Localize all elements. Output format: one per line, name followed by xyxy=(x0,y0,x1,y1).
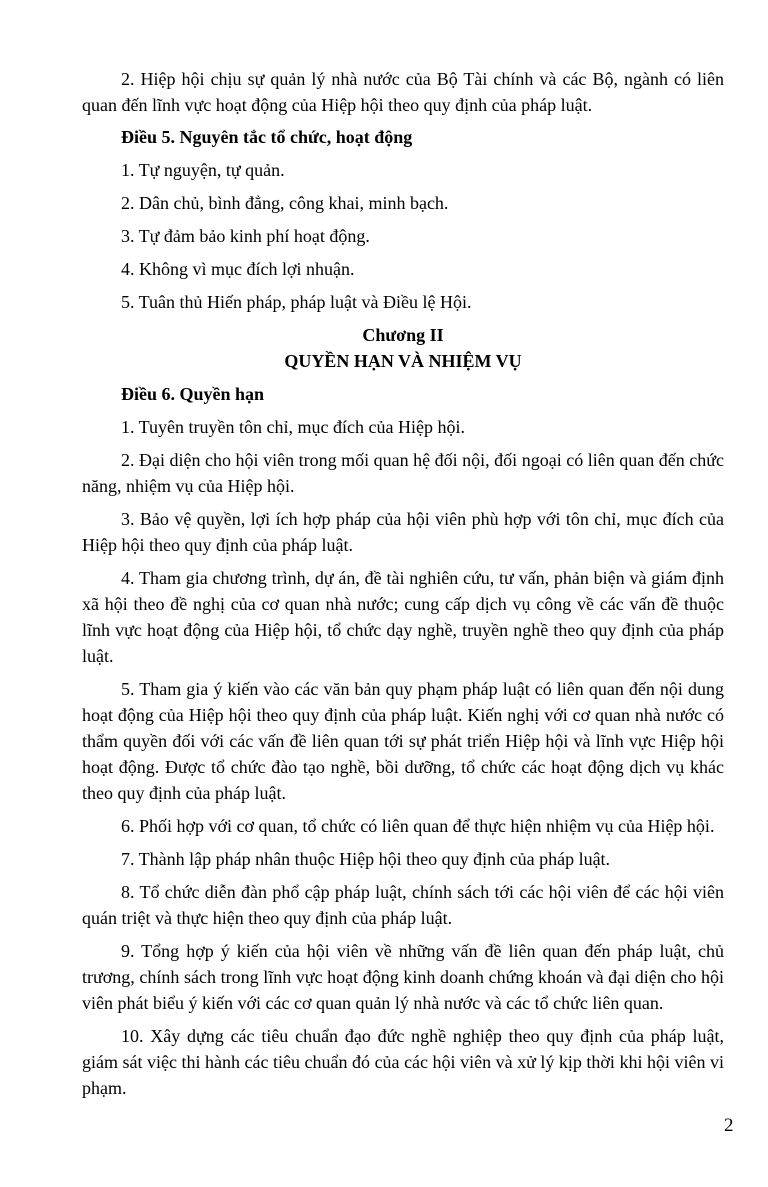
article-5-item: 5. Tuân thủ Hiến pháp, pháp luật và Điều lệ Hội. xyxy=(121,292,472,312)
article-6-item: 9. Tổng hợp ý kiến của hội viên về những vấn đề liên quan đến pháp luật, chủ trương, chính sách trong lĩnh vực hoạt động kinh doanh chứng khoán và đại diện cho hội viên phát biểu ý kiến với các cơ quan quản lý nhà nước và các tổ chức liên quan. xyxy=(82,941,724,1013)
article-6-title: Điều 6. Quyền hạn xyxy=(121,384,265,404)
article-6-item: 8. Tổ chức diễn đàn phổ cập pháp luật, chính sách tới các hội viên để các hội viên quán triệt và thực hiện theo quy định của pháp luật. xyxy=(82,882,724,928)
article-6-item: 10. Xây dựng các tiêu chuẩn đạo đức nghề nghiệp theo quy định của pháp luật, giám sát việc thi hành các tiêu chuẩn đó của các hội viên và xử lý kịp thời khi hội viên vi phạm. xyxy=(82,1026,724,1098)
article-6-item: 7. Thành lập pháp nhân thuộc Hiệp hội theo quy định của pháp luật. xyxy=(121,849,611,869)
document-page xyxy=(82,66,724,1108)
chapter-number: Chương II xyxy=(362,325,444,345)
article-5-item: 2. Dân chủ, bình đẳng, công khai, minh bạch. xyxy=(121,193,449,213)
article-6-item: 5. Tham gia ý kiến vào các văn bản quy phạm pháp luật có liên quan đến nội dung hoạt động của Hiệp hội theo quy định của pháp luật. Kiến nghị với cơ quan nhà nước có thẩm quyền đối với các vấn đề liên quan tới sự phát triển Hiệp hội và lĩnh vực Hiệp hội hoạt động. Được tổ chức đào tạo nghề, bồi dưỡng, tổ chức các hoạt động dịch vụ khác theo quy định của pháp luật. xyxy=(82,679,724,803)
intro-paragraph: 2. Hiệp hội chịu sự quản lý nhà nước của Bộ Tài chính và các Bộ, ngành có liên quan đến lĩnh vực hoạt động của Hiệp hội theo quy định của pháp luật. xyxy=(82,69,724,115)
article-6-item: 2. Đại diện cho hội viên trong mối quan hệ đối nội, đối ngoại có liên quan đến chức năng, nhiệm vụ của Hiệp hội. xyxy=(82,450,724,496)
article-6-item: 3. Bảo vệ quyền, lợi ích hợp pháp của hội viên phù hợp với tôn chỉ, mục đích của Hiệp hội theo quy định của pháp luật. xyxy=(82,509,724,555)
article-6-item: 6. Phối hợp với cơ quan, tổ chức có liên quan để thực hiện nhiệm vụ của Hiệp hội. xyxy=(121,816,715,836)
article-5-title: Điều 5. Nguyên tắc tổ chức, hoạt động xyxy=(121,127,413,147)
page-number: 2 xyxy=(724,1115,734,1136)
article-5-item: 4. Không vì mục đích lợi nhuận. xyxy=(121,259,355,279)
chapter-title: QUYỀN HẠN VÀ NHIỆM VỤ xyxy=(284,351,522,371)
article-5-item: 1. Tự nguyện, tự quản. xyxy=(121,160,285,180)
article-5-item: 3. Tự đảm bảo kinh phí hoạt động. xyxy=(121,226,370,246)
article-6-item: 4. Tham gia chương trình, dự án, đề tài nghiên cứu, tư vấn, phản biện và giám định xã hội theo đề nghị của cơ quan nhà nước; cung cấp dịch vụ công về các vấn đề thuộc lĩnh vực hoạt động của Hiệp hội, tổ chức dạy nghề, truyền nghề theo quy định của pháp luật. xyxy=(82,568,724,666)
article-6-item: 1. Tuyên truyền tôn chỉ, mục đích của Hiệp hội. xyxy=(121,417,465,437)
